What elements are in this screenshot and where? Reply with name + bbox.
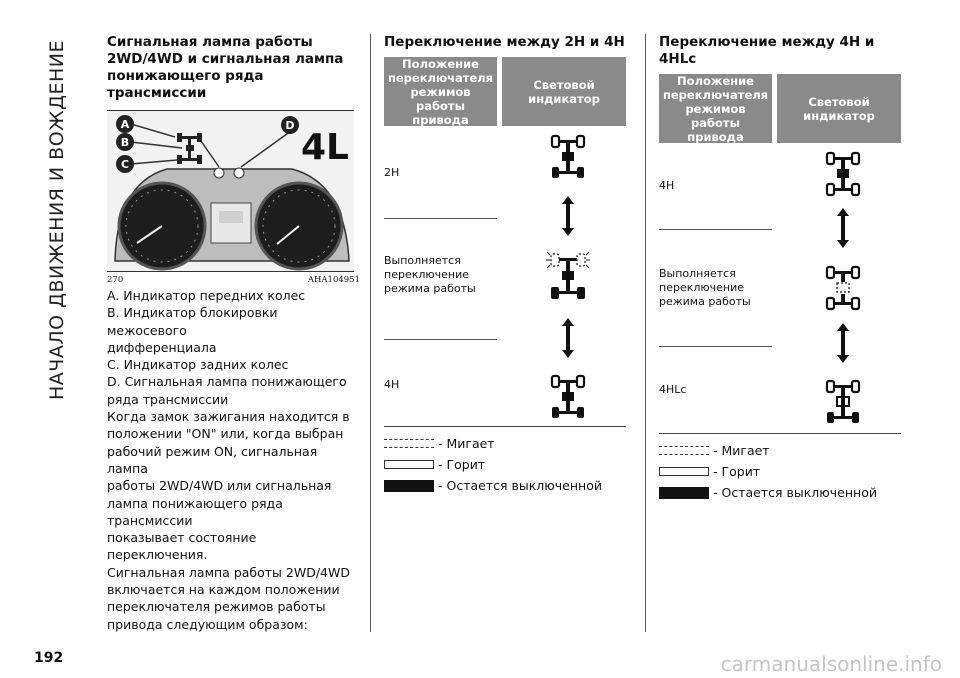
middle-column <box>384 34 626 496</box>
legend-on: - Горит <box>659 461 901 482</box>
right-column <box>659 34 901 503</box>
double-arrow-icon <box>562 196 574 236</box>
th-indicator: Световой индикатор <box>502 57 626 126</box>
legend-blink: - Мигает <box>384 433 626 454</box>
drive-indicator-4h-icon <box>825 151 861 197</box>
right-legend <box>659 440 901 503</box>
row-label-2h: 2H <box>384 166 400 179</box>
column-divider <box>370 34 371 632</box>
row-label-switching: Выполняется переключение режима работы <box>659 267 751 308</box>
th-indicator: Световой индикатор <box>777 74 901 143</box>
legend-on: - Горит <box>384 454 626 475</box>
callout-letter-a: A <box>120 118 130 131</box>
legend-off: - Остается выключенной <box>384 475 626 496</box>
row-label-4hlc: 4HLc <box>659 383 687 396</box>
drive-indicator-blinking-icon <box>825 265 861 311</box>
left-body-text: A. Индикатор передних колес B. Индикатор блокировки межосевого дифференциала C. Индикатор задних колес D. Сигнальная лампа понижающего ряда трансмиссии Когда замок зажигания находится в положении "ON" или, когда выбран рабочий режим ON, сигнальная лампа работы 2WD/4WD или сигнальная лампа понижающего ряда трансмиссии показывает состояние переключения. Сигнальная лампа работы 2WD/4WD включается на каждом положении переключателя режимов работы привода следующим образом: <box>107 288 350 632</box>
legend-blink: - Мигает <box>659 440 901 461</box>
row-label-switching: Выполняется переключение режима работы <box>384 254 476 295</box>
drive-indicator-blinking-icon <box>546 250 590 302</box>
th-switch-position: Положение переключателя режимов работы привода <box>659 74 772 143</box>
legend-off: - Остается выключенной <box>659 482 901 503</box>
callout-letter-d: D <box>285 119 295 132</box>
page-number: 192 <box>34 650 64 666</box>
double-arrow-icon <box>562 318 574 358</box>
middle-heading: Переключение между 2H и 4H <box>384 34 625 50</box>
figure-code: AHA104951 <box>307 275 360 285</box>
right-table-header <box>659 74 901 143</box>
callout-letter-c: C <box>120 158 130 171</box>
drive-indicator-4hlc-icon <box>825 379 861 425</box>
watermark: carmanualsonline.info <box>720 652 942 676</box>
instrument-cluster-figure <box>107 110 354 272</box>
middle-table-header <box>384 57 626 126</box>
th-switch-position: Положение переключателя режимов работы привода <box>384 57 497 126</box>
double-arrow-icon <box>837 208 849 248</box>
row-label-4h: 4H <box>659 179 675 192</box>
row-label-4h: 4H <box>384 378 400 391</box>
left-column <box>107 34 360 633</box>
cluster-illustration <box>107 111 354 271</box>
drive-indicator-2h-icon <box>550 134 586 180</box>
right-heading: Переключение между 4H и 4HLc <box>659 34 875 67</box>
callout-letter-b: B <box>120 136 130 149</box>
figure-caption <box>107 275 360 285</box>
left-heading: Сигнальная лампа работы 2WD/4WD и сигнальная лампа понижающего ряда трансмиссии <box>107 34 344 101</box>
right-table-body <box>659 143 901 434</box>
drive-indicator-4h-icon <box>550 374 586 420</box>
figure-number: 270 <box>107 275 124 285</box>
low-range-label: 4L <box>301 127 349 168</box>
middle-table-body <box>384 126 626 427</box>
double-arrow-icon <box>837 323 849 363</box>
column-divider <box>645 34 646 632</box>
side-section-title: НАЧАЛО ДВИЖЕНИЯ И ВОЖДЕНИЕ <box>46 40 68 400</box>
middle-legend <box>384 433 626 496</box>
